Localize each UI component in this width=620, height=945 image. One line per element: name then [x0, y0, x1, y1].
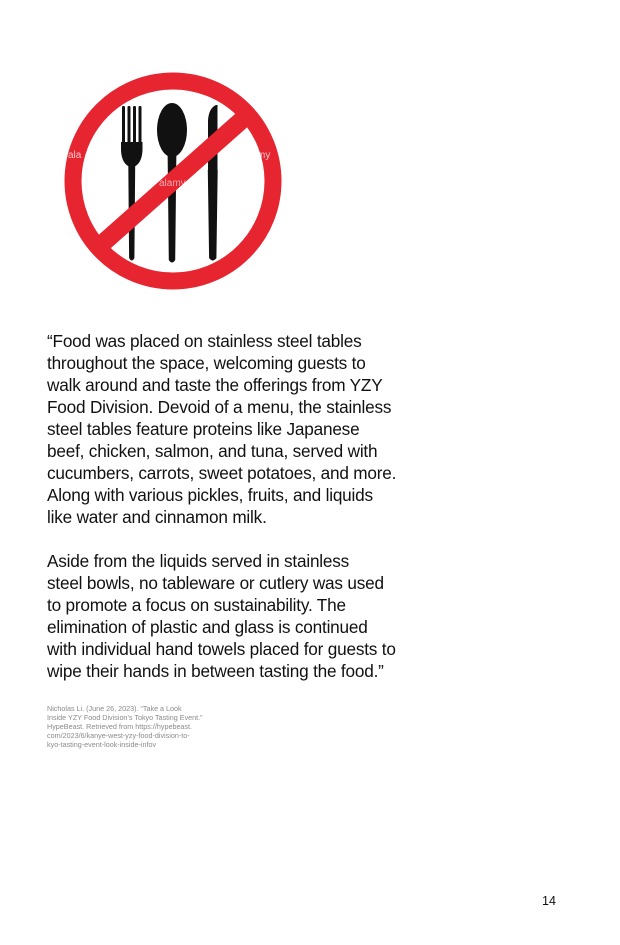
quote-block [47, 330, 467, 682]
svg-text:my: my [257, 150, 271, 161]
fork-icon [121, 106, 143, 261]
quote-paragraph-2: Aside from the liquids served in stainless steel bowls, no tableware or cutlery was used to promote a focus on sustainability. The elimination of plastic and glass is continued with individual hand towels placed for guests to wipe their hands in between tasting the food.” [47, 551, 396, 681]
quote-paragraph-1: “Food was placed on stainless steel tables throughout the space, welcoming guests to walk around and taste the offerings from YZY Food Division. Devoid of a menu, the stainless steel tables feature proteins like Japanese beef, chicken, salmon, and tuna, served with cucumbers, carrots, sweet potatoes, and more. Along with various pickles, fruits, and liquids like water and cinnamon milk. [47, 331, 397, 527]
citation-text: Nicholas Li. (June 26, 2023). “Take a Look Inside YZY Food Division’s Tokyo Tasting Event.” HypeBeast. Retrieved from https://hypebeast. com/2023/6/kanye-west-yzy-food-division-to- kyo-tasting-event-look-inside-infov [47, 704, 203, 749]
knife-icon [208, 105, 218, 261]
page-number: 14 [542, 894, 556, 908]
svg-text:alamy: alamy [159, 178, 186, 189]
svg-text:ala: ala [68, 150, 82, 161]
no-cutlery-illustration [62, 68, 284, 294]
no-cutlery-icon [62, 68, 284, 294]
